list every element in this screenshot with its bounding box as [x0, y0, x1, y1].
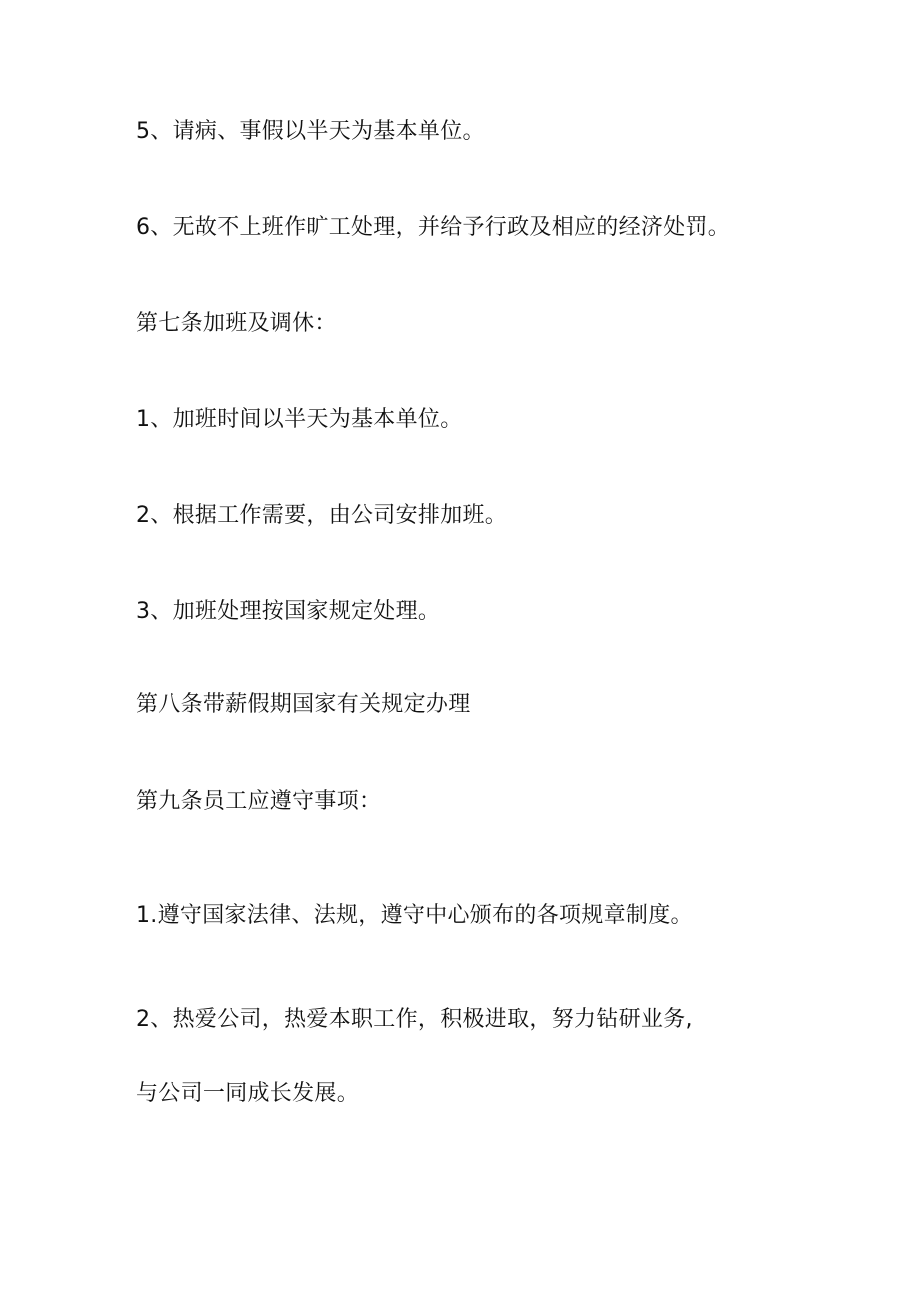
heading-article-7: 第七条加班及调休： — [136, 311, 337, 336]
paragraph-obey-laws: 1.遵守国家法律、法规，遵守中心颁布的各项规章制度。 — [136, 903, 693, 928]
paragraph-overtime-arrangement: 2、根据工作需要，由公司安排加班。 — [136, 503, 508, 528]
paragraph-overtime-handling: 3、加班处理按国家规定处理。 — [136, 599, 441, 624]
paragraph-grow-together: 与公司一同成长发展。 — [136, 1081, 360, 1106]
heading-article-8: 第八条带薪假期国家有关规定办理 — [136, 692, 471, 717]
heading-article-9: 第九条员工应遵守事项： — [136, 789, 382, 814]
paragraph-overtime-unit: 1、加班时间以半天为基本单位。 — [136, 407, 463, 432]
paragraph-absence-penalty: 6、无故不上班作旷工处理，并给予行政及相应的经济处罚。 — [136, 215, 731, 240]
paragraph-love-company: 2、热爱公司，热爱本职工作，积极进取，努力钻研业务, — [136, 1007, 693, 1032]
paragraph-leave-unit: 5、请病、事假以半天为基本单位。 — [136, 119, 485, 144]
